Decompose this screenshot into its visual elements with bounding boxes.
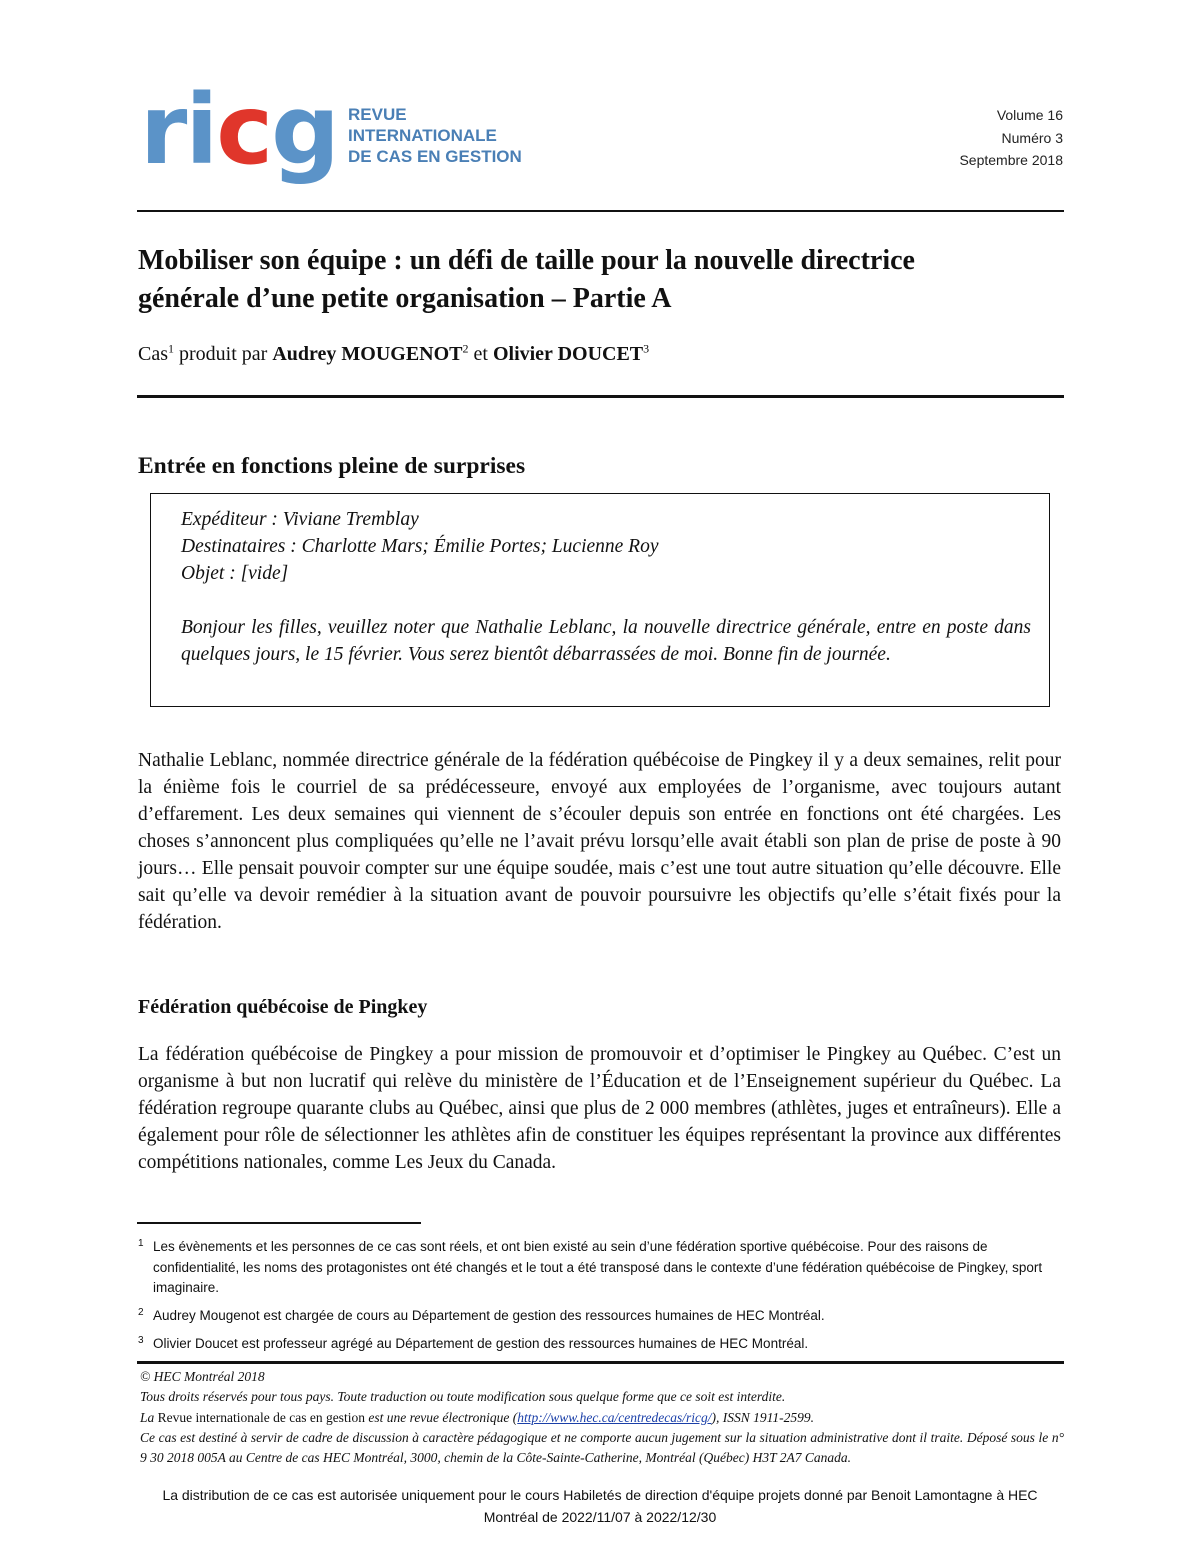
distribution-notice [0,1484,1200,1528]
logo-line-3: DE CAS EN GESTION [348,147,522,166]
footnote-text: Olivier Doucet est professeur agrégé au Département de gestion des ressources humaines de HEC Montréal. [153,1336,809,1351]
article-title [138,242,1064,318]
copyright-divider [137,1361,1064,1364]
footnote-number: 3 [138,1335,144,1346]
footnote-1 [138,1237,1062,1299]
journal-info-prefix: La [140,1409,158,1425]
title-line-2: générale d’une petite organisation – Partie A [138,283,672,314]
email-box [150,493,1050,707]
issue-info [959,104,1063,172]
footnote-ref-3: 3 [643,341,650,356]
footnote-ref-1: 1 [168,341,174,356]
case-disclaimer: Ce cas est destiné à servir de cadre de discussion à caractère pédagogique et ne comporte aucun jugement sur la situation administrative dont il traite. Déposé sous le n° 9 30 2018 005A au Centre de cas HEC Montréal, 3000, chemin de la Côte-Sainte-Catherine, Montréal (Québec) H3T 2A7 Canada. [140,1429,1064,1466]
logo-line-2: INTERNATIONALE [348,126,497,145]
logo-letter-i: i [185,74,217,186]
distribution-line-1: La distribution de ce cas est autorisée uniquement pour le cours Habiletés de direction d'équipe projets donné par Benoit Lamontagne à HEC [162,1487,1038,1503]
footnote-3 [138,1334,1062,1355]
footnote-ref-2: 2 [462,341,469,356]
logo-letter-c: c [216,74,272,186]
journal-info [140,1408,1064,1428]
title-divider [137,395,1064,398]
journal-issn: ), ISSN 1911-2599. [711,1409,814,1425]
logo-letter-g: g [271,74,338,186]
byline-cas: Cas [138,343,168,365]
email-body: Bonjour les filles, veuillez noter que Nathalie Leblanc, la nouvelle directrice générale, entre en poste dans quelques jours, le 15 février. Vous serez bientôt débarrassées de moi. Bonne fin de journée. [181,617,1031,665]
footnote-text: Les évènements et les personnes de ce cas sont réels, et ont bien existé au sein d’une fédération sportive québécoise. Pour des raisons de confidentialité, les noms des protagonistes ont été changés et le tout a été transposé dans le contexte d’une fédération québécoise de Pingkey, sport imaginaire. [153,1239,1043,1295]
logo-journal-name [348,104,522,167]
footnote-number: 1 [138,1238,144,1249]
copyright-line: © HEC Montréal 2018 [140,1369,265,1384]
journal-url-link[interactable]: http://www.hec.ca/centredecas/ricg/ [517,1409,712,1425]
footnote-number: 2 [138,1307,144,1318]
byline-and: et [468,343,493,365]
logo-letter-r: r [140,74,186,186]
paragraph-federation: La fédération québécoise de Pingkey a pour mission de promouvoir et d’optimiser le Pingkey au Québec. C’est un organisme à but non lucratif qui relève du ministère de l’Éducation et de l’Enseignement supérieur du Québec. La fédération regroupe quarante clubs au Québec, ainsi que plus de 2 000 membres (athlètes, juges et entraîneurs). Elle a également pour rôle de sélectionner les athlètes afin de constituer les équipes représentant la province aux différentes compétitions nationales, comme Les Jeux du Canada. [138,1044,1061,1173]
footnote-divider [137,1222,421,1224]
title-line-1: Mobiliser son équipe : un défi de taille pour la nouvelle directrice [138,245,915,276]
issue-volume: Volume 16 [996,107,1063,123]
issue-number: Numéro 3 [1001,129,1063,146]
paragraph-intro: Nathalie Leblanc, nommée directrice générale de la fédération québécoise de Pingkey il y a deux semaines, relit pour la énième fois le courriel de sa prédécesseure, envoyé aux employées de l’organisme, avec toujours autant d’effarement. Les deux semaines qui viennent de s’écouler depuis son entrée en fonctions ont été chargées. Les choses s’annoncent plus compliquées qu’elle ne l’avait prévu lorsqu’elle avait établi son plan de prise de poste à 90 jours… Elle pensait pouvoir compter sur une équipe soudée, mais c’est une tout autre situation qu’elle découvre. Elle sait qu’elle va devoir remédier à la situation avant de pouvoir poursuivre les objectifs qu’elle s’était fixés pour la fédération. [138,750,1061,933]
header-divider [137,210,1064,212]
ricg-logo [140,74,540,194]
author-2: Olivier DOUCET [492,343,644,365]
distribution-line-2: Montréal de 2022/11/07 à 2022/12/30 [483,1509,717,1525]
footnote-text: Audrey Mougenot est chargée de cours au Département de gestion des ressources humaines de HEC Montréal. [153,1308,825,1323]
logo-wordmark [140,74,338,186]
section-heading-2: Fédération québécoise de Pingkey [138,996,428,1018]
email-from: Expéditeur : Viviane Tremblay [181,509,419,530]
email-to: Destinataires : Charlotte Mars; Émilie Portes; Lucienne Roy [181,536,659,557]
journal-name: Revue internationale de cas en gestion [157,1409,365,1425]
copyright-block [140,1367,1064,1468]
author-1: Audrey MOUGENOT [272,343,463,365]
email-subject: Objet : [vide] [181,563,289,584]
rights-reserved: Tous droits réservés pour tous pays. Toute traduction ou toute modification sous quelque forme que ce soit est interdite. [140,1389,786,1405]
article-byline [138,341,649,367]
issue-date: Septembre 2018 [959,152,1063,168]
section-heading-1: Entrée en fonctions pleine de surprises [138,453,526,479]
journal-info-mid: est une revue électronique ( [364,1409,518,1425]
footnote-2 [138,1306,1062,1327]
byline-produced-by: produit par [174,343,273,365]
logo-line-1: REVUE [348,105,407,124]
